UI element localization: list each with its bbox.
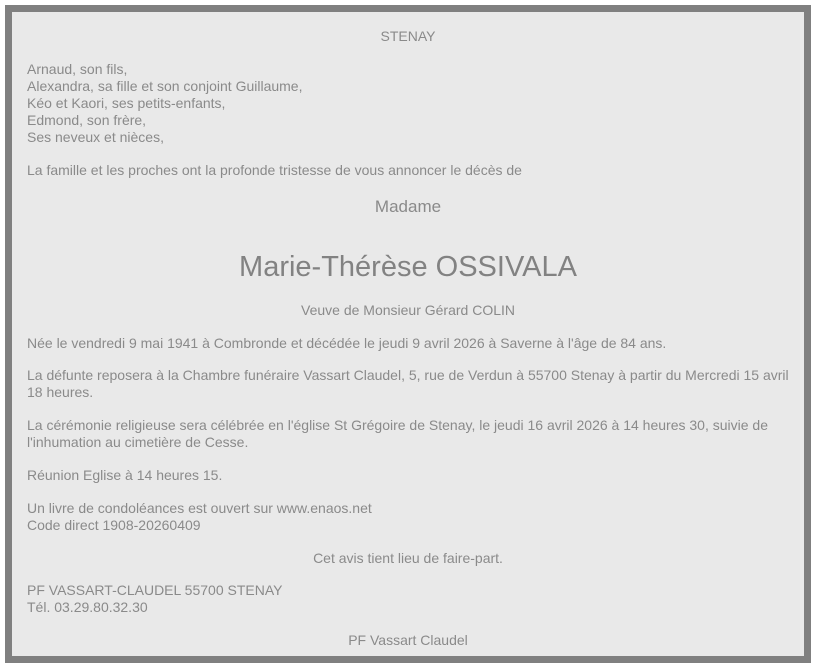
faire-part-notice: Cet avis tient lieu de faire-part. [313, 550, 503, 566]
family-member-line: Alexandra, sa fille et son conjoint Guillaume, [27, 78, 303, 94]
family-member-line: Kéo et Kaori, ses petits-enfants, [27, 95, 226, 111]
civility-title: Madame [374, 197, 442, 216]
deceased-name: Marie-Thérèse OSSIVALA [239, 251, 577, 283]
condolence-book-line: Un livre de condoléances est ouvert sur www.enaos.net [27, 500, 372, 516]
widow-of-line: Veuve de Monsieur Gérard COLIN [301, 302, 515, 318]
meeting-line: Réunion Eglise à 14 heures 15. [27, 467, 223, 483]
family-member-line: Arnaud, son fils, [27, 61, 128, 77]
condolence-code-line: Code direct 1908-20260409 [27, 517, 201, 533]
family-member-line: Ses neveux et nièces, [27, 129, 164, 145]
obituary-notice-panel [5, 5, 811, 663]
funeral-home-signature: PF Vassart Claudel [348, 632, 468, 648]
family-member-line: Edmond, son frère, [27, 112, 147, 128]
ceremony-line: La cérémonie religieuse sera célébrée en l'église St Grégoire de Stenay, le jeudi 16 avril 2026 à 14 heures 30, suivie de l'inhumation au cimetière de Cesse. [27, 417, 768, 450]
funeral-home-address: PF VASSART-CLAUDEL 55700 STENAY [27, 582, 283, 598]
repose-line: La défunte reposera à la Chambre funéraire Vassart Claudel, 5, rue de Verdun à 55700 Stenay à partir du Mercredi 15 avril 18 heures. [27, 367, 789, 400]
city-label: STENAY [380, 28, 436, 44]
birth-death-line: Née le vendredi 9 mai 1941 à Combronde et décédée le jeudi 9 avril 2026 à Saverne à l'âge de 84 ans. [27, 335, 667, 351]
funeral-home-phone: Tél. 03.29.80.32.30 [27, 599, 148, 615]
announcement-text: La famille et les proches ont la profonde tristesse de vous annoncer le décès de [27, 162, 522, 178]
